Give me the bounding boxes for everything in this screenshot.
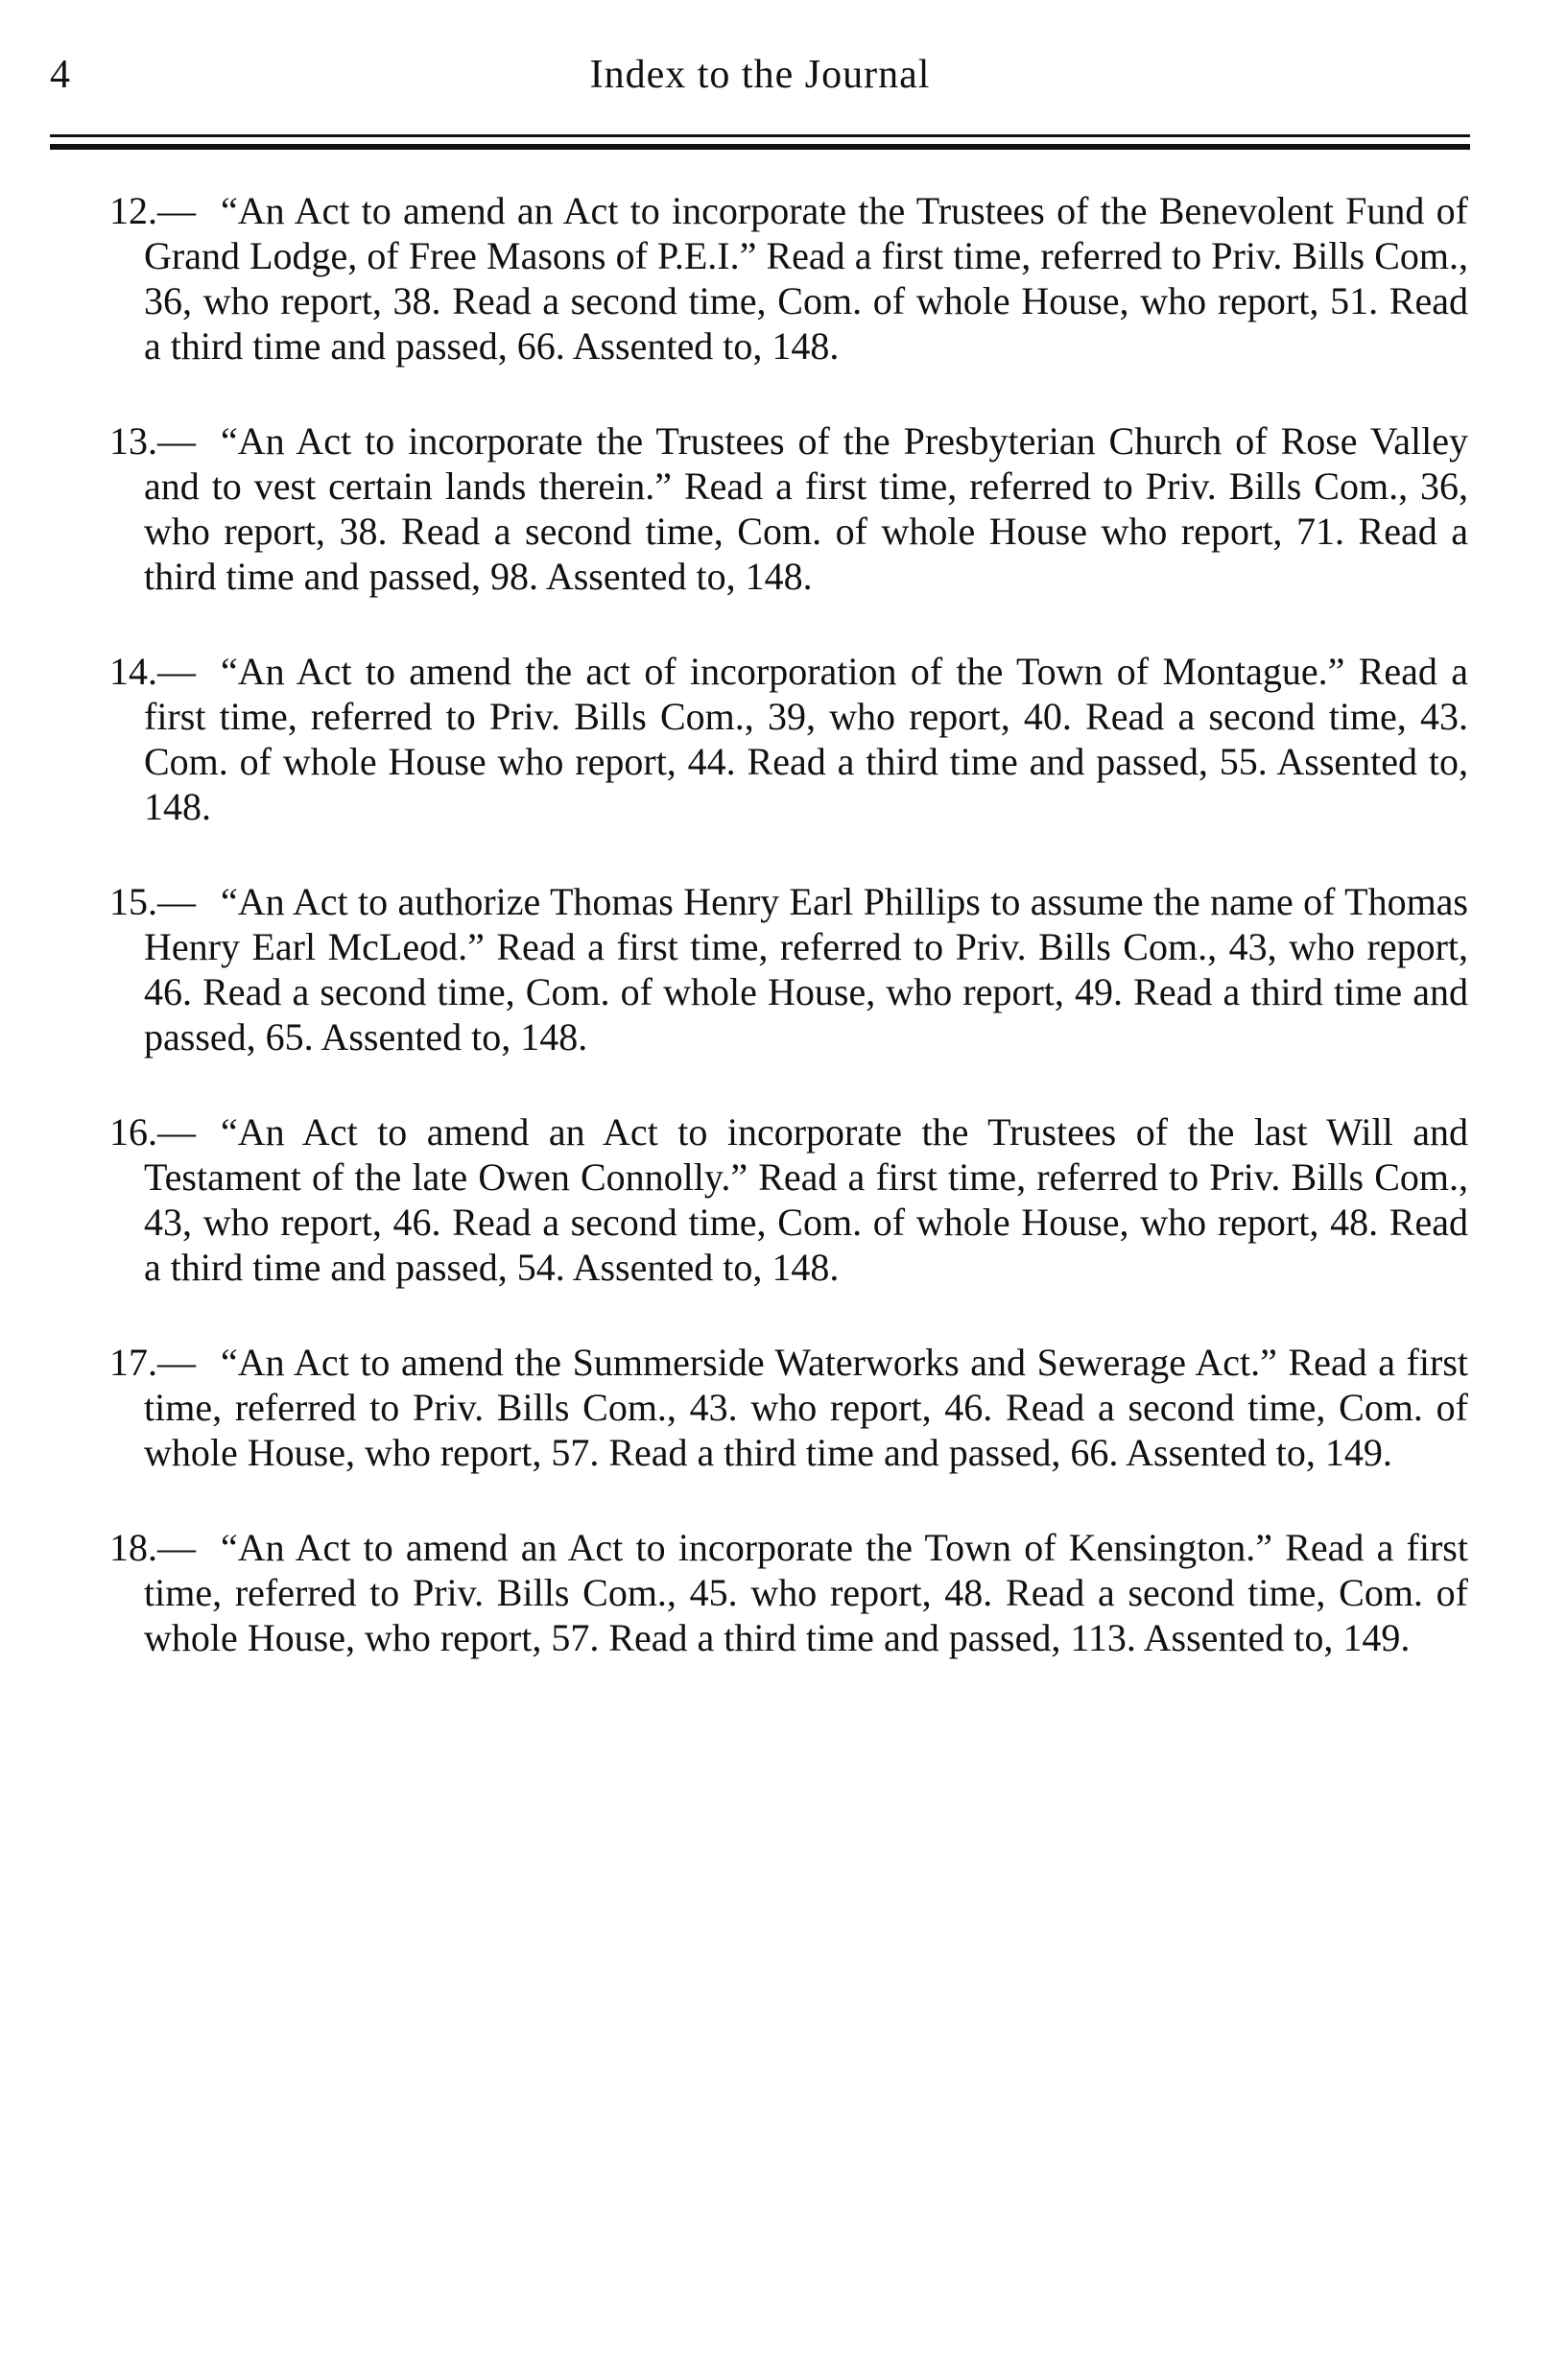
entry-number: 15.—: [109, 880, 196, 923]
index-entry-12: [109, 188, 1468, 369]
entry-number: 12.—: [109, 189, 196, 232]
entry-text: “An Act to amend an Act to incorporate the Trustees of the last Will and Testament of the late Owen Connolly.” Read a first time, referred to Priv. Bills Com., 43, who report, 46. Read a second time, Com. of whole House, who report, 48. Read a third time and passed, 54. Assented to, 148.: [144, 1110, 1468, 1289]
entry-number: 18.—: [109, 1526, 196, 1569]
index-entry-13: [109, 418, 1468, 599]
entry-text: “An Act to amend the Summerside Waterworks and Sewerage Act.” Read a first time, referred to Priv. Bills Com., 43. who report, 46. Read a second time, Com. of whole House, who report, 57. Read a third time and passed, 66. Assented to, 149.: [144, 1341, 1468, 1474]
index-entry-15: [109, 879, 1468, 1059]
entry-text: “An Act to authorize Thomas Henry Earl Phillips to assume the name of Thomas Henry Earl McLeod.” Read a first time, referred to Priv. Bills Com., 43, who report, 46. Read a second time, Com. of whole House, who report, 49. Read a third time and passed, 65. Assented to, 148.: [144, 880, 1468, 1059]
entry-text: “An Act to incorporate the Trustees of the Presbyterian Church of Rose Valley and to vest certain lands therein.” Read a first time, referred to Priv. Bills Com., 36, who report, 38. Read a second time, Com. of whole House who report, 71. Read a third time and passed, 98. Assented to, 148.: [144, 419, 1468, 598]
entry-number: 13.—: [109, 419, 196, 463]
page-number: 4: [50, 53, 70, 97]
entry-number: 16.—: [109, 1110, 196, 1154]
index-entries: [109, 188, 1468, 1710]
running-head: [50, 46, 1470, 104]
header-rule-thin: [50, 134, 1470, 137]
index-entry-17: [109, 1340, 1468, 1475]
header-rule-thick: [50, 144, 1470, 150]
entry-text: “An Act to amend the act of incorporation of the Town of Montague.” Read a first time, referred to Priv. Bills Com., 39, who report, 40. Read a second time, 43. Com. of whole House who report, 44. Read a third time and passed, 55. Assented to, 148.: [144, 650, 1468, 828]
index-entry-16: [109, 1109, 1468, 1290]
entry-text: “An Act to amend an Act to incorporate the Town of Kensington.” Read a first time, referred to Priv. Bills Com., 45. who report, 48. Read a second time, Com. of whole House, who report, 57. Read a third time and passed, 113. Assented to, 149.: [144, 1526, 1468, 1659]
entry-number: 14.—: [109, 650, 196, 693]
page-title: Index to the Journal: [589, 53, 931, 97]
entry-text: “An Act to amend an Act to incorporate the Trustees of the Benevolent Fund of Grand Lodge, of Free Masons of P.E.I.” Read a first time, referred to Priv. Bills Com., 36, who report, 38. Read a second time, Com. of whole House, who report, 51. Read a third time and passed, 66. Assented to, 148.: [144, 189, 1468, 368]
index-entry-14: [109, 649, 1468, 829]
entry-number: 17.—: [109, 1341, 196, 1384]
index-entry-18: [109, 1525, 1468, 1660]
